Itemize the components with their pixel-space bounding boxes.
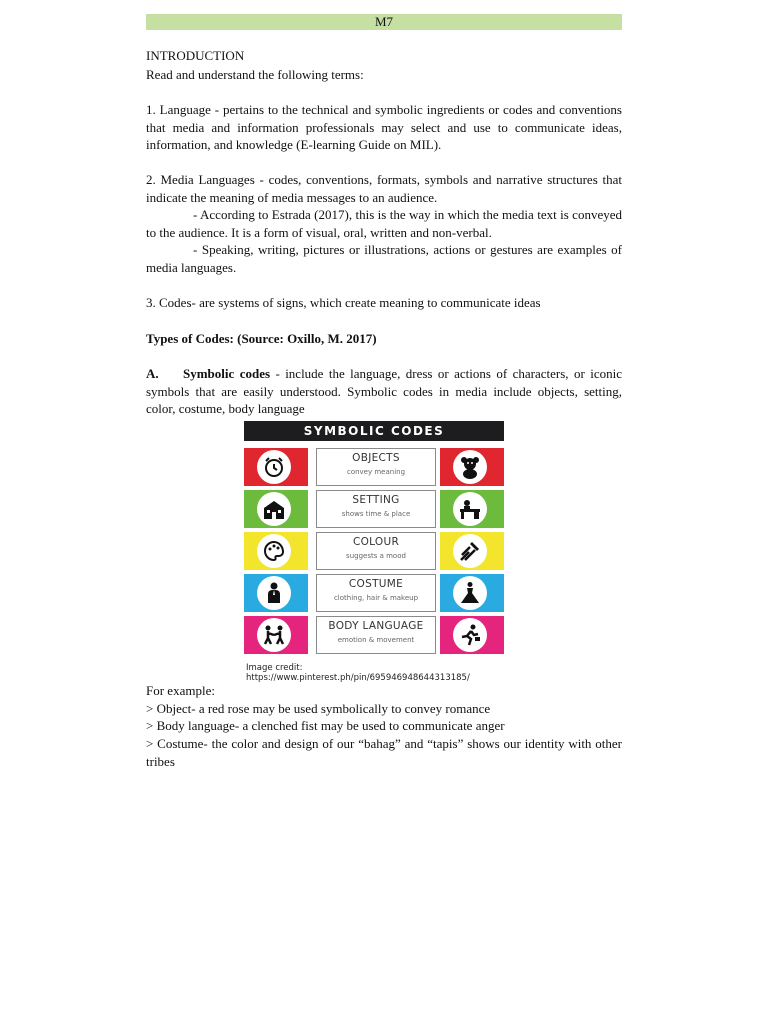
infographic-left-tile [244,532,308,570]
infographic-right-tile [440,448,504,486]
term-codes: 3. Codes- are systems of signs, which create meaning to communicate ideas [146,295,541,310]
symbolic-codes-term: Symbolic codes [183,366,271,381]
infographic-right-tile [440,616,504,654]
term-media-languages-examples: - Speaking, writing, pictures or illustrations, actions or gestures are examples of media languages. [146,242,622,275]
office-desk-icon [453,492,487,526]
symbolic-codes-infographic [244,421,504,659]
infographic-row [244,532,504,570]
symbolic-codes-paragraph [146,365,622,418]
fighting-figures-icon [257,618,291,652]
infographic-label-heading: OBJECTS [352,452,400,464]
infographic-row [244,616,504,654]
infographic-label-sub: clothing, hair & makeup [333,594,419,602]
module-header-bar [146,14,622,30]
example-body-language: > Body language- a clenched fist may be used to communicate anger [146,718,505,733]
infographic-label-sub: emotion & movement [337,636,415,644]
infographic-label-sub: convey meaning [346,468,406,476]
infographic-label-box [316,448,436,486]
person-suit-icon [257,576,291,610]
infographic-label-box [316,532,436,570]
running-figure-icon [453,618,487,652]
infographic-left-tile [244,490,308,528]
infographic-label-sub: shows time & place [341,510,411,518]
infographic-left-tile [244,616,308,654]
infographic-label-heading: SETTING [352,494,400,506]
infographic-right-tile [440,532,504,570]
symbolic-codes-definition: - include the language, dress or actions of characters, or iconic symbols that are easily understood. Symbolic codes in media include objects, setting, color, costume, body language [146,366,622,417]
alarm-clock-icon [257,450,291,484]
palette-icon [257,534,291,568]
term-media-languages-estrada: - According to Estrada (2017), this is the way in which the media text is conveyed to the audience. It is a form of visual, oral, written and non-verbal. [146,207,622,240]
infographic-left-tile [244,448,308,486]
types-heading: Types of Codes: (Source: Oxillo, M. 2017) [146,331,377,346]
infographic-label-box [316,574,436,612]
term-media-languages: 2. Media Languages - codes, conventions, formats, symbols and narrative structures that indicate the meaning of media messages to an audience. [146,172,622,205]
infographic-title: SYMBOLIC CODES [244,421,504,441]
school-building-icon [257,492,291,526]
infographic-right-tile [440,574,504,612]
image-credit: Image credit: https://www.pinterest.ph/pin/695946948644313185/ [246,663,470,683]
infographic-label-sub: suggests a mood [346,552,406,560]
intro-heading: INTRODUCTION [146,48,245,63]
teddy-bear-icon [453,450,487,484]
infographic-left-tile [244,574,308,612]
example-object: > Object- a red rose may be used symbolically to convey romance [146,701,491,716]
infographic-label-heading: COSTUME [348,578,404,590]
example-costume: > Costume- the color and design of our “bahag” and “tapis” shows our identity with other tribes [146,736,622,769]
examples-lead: For example: [146,683,215,698]
intro-lead: Read and understand the following terms: [146,67,364,82]
infographic-label-heading: COLOUR [352,536,400,548]
infographic-row [244,574,504,612]
infographic-row [244,448,504,486]
infographic-label-box [316,490,436,528]
symbolic-codes-letter: A. [146,366,159,381]
infographic-label-heading: BODY LANGUAGE [328,620,424,632]
infographic-right-tile [440,490,504,528]
ballgown-icon [453,576,487,610]
paint-brushes-icon [453,534,487,568]
term-language: 1. Language - pertains to the technical and symbolic ingredients or codes and conventions that media and information professionals may select and use to communicate ideas, information, and knowledge (E-learning Guide on MIL). [146,102,622,153]
module-label: M7 [374,14,394,29]
infographic-row [244,490,504,528]
infographic-label-box [316,616,436,654]
